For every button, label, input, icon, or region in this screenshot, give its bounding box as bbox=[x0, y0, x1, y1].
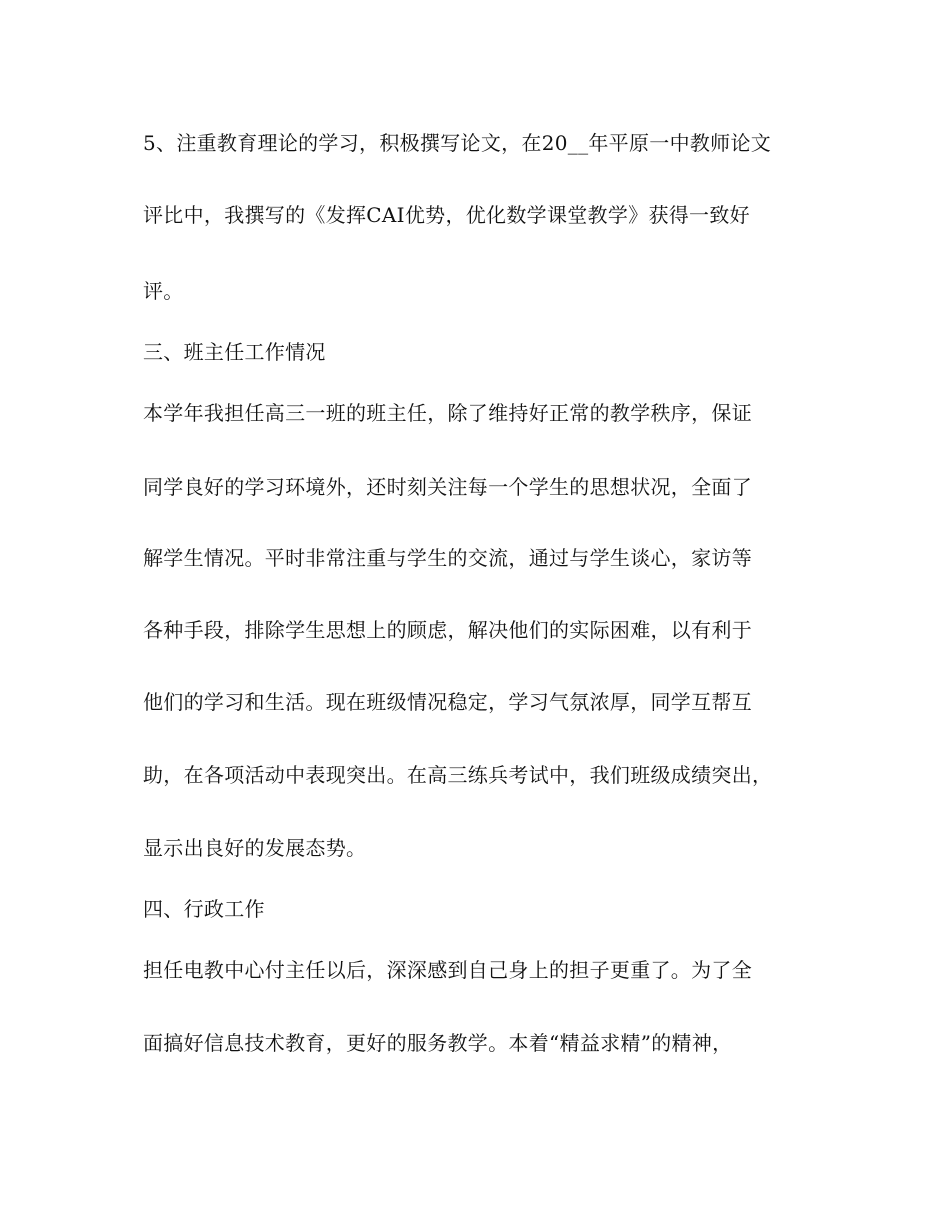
paragraph-line-head-teacher-4: 各种手段，排除学生思想上的顾虑，解决他们的实际困难，以有利于 bbox=[143, 618, 752, 642]
paragraph-line-administration-1: 担任电教中心付主任以后，深深感到自己身上的担子更重了。为了全 bbox=[143, 958, 752, 982]
paragraph-line-head-teacher-7: 显示出良好的发展态势。 bbox=[143, 836, 367, 860]
paragraph-line-item5-1: 5、注重教育理论的学习，积极撰写论文，在20__年平原一中教师论文 bbox=[143, 131, 772, 155]
section-heading-administration: 四、行政工作 bbox=[143, 897, 265, 921]
paragraph-line-item5-2: 评比中，我撰写的《发挥CAI优势，优化数学课堂教学》获得一致好 bbox=[143, 203, 750, 227]
paragraph-line-head-teacher-5: 他们的学习和生活。现在班级情况稳定，学习气氛浓厚，同学互帮互 bbox=[143, 690, 752, 714]
paragraph-line-head-teacher-2: 同学良好的学习环境外，还时刻关注每一个学生的思想状况，全面了 bbox=[143, 475, 752, 499]
paragraph-line-item5-3: 评。 bbox=[143, 279, 184, 303]
section-heading-head-teacher: 三、班主任工作情况 bbox=[143, 340, 326, 364]
paragraph-line-head-teacher-6: 助，在各项活动中表现突出。在高三练兵考试中，我们班级成绩突出， bbox=[143, 763, 773, 787]
paragraph-line-administration-2: 面搞好信息技术教育，更好的服务教学。本着“精益求精”的精神， bbox=[143, 1031, 733, 1055]
paragraph-line-head-teacher-1: 本学年我担任高三一班的班主任，除了维持好正常的教学秩序，保证 bbox=[143, 401, 752, 425]
paragraph-line-head-teacher-3: 解学生情况。平时非常注重与学生的交流，通过与学生谈心，家访等 bbox=[143, 546, 752, 570]
